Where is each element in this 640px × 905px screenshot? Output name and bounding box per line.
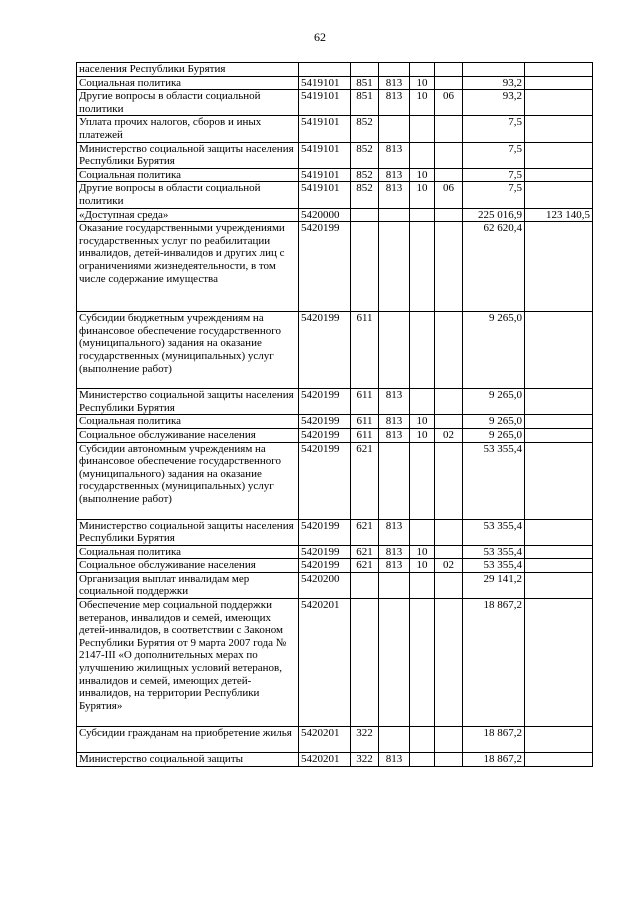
table-row xyxy=(77,222,593,312)
expense-type-cell: 621 xyxy=(351,559,379,573)
expense-type-cell: 851 xyxy=(351,90,379,116)
subsection-cell xyxy=(435,572,463,598)
table-row xyxy=(77,142,593,168)
target-code-cell: 5420201 xyxy=(299,727,351,753)
ministry-code-cell: 813 xyxy=(379,76,410,90)
section-cell xyxy=(410,208,435,222)
amount-cell: 53 355,4 xyxy=(463,545,525,559)
budget-table-body xyxy=(77,63,593,767)
item-name-cell: Социальная политика xyxy=(77,415,299,429)
subsection-cell xyxy=(435,727,463,753)
section-cell xyxy=(410,442,435,519)
amount-second-cell xyxy=(525,519,593,545)
section-cell: 10 xyxy=(410,559,435,573)
item-name-cell: Субсидии гражданам на приобретение жилья xyxy=(77,727,299,753)
amount-cell: 93,2 xyxy=(463,76,525,90)
expense-type-cell: 852 xyxy=(351,142,379,168)
amount-second-cell xyxy=(525,312,593,389)
expense-type-cell: 611 xyxy=(351,415,379,429)
amount-cell: 9 265,0 xyxy=(463,389,525,415)
table-row xyxy=(77,312,593,389)
subsection-cell: 06 xyxy=(435,90,463,116)
amount-second-cell xyxy=(525,142,593,168)
section-cell xyxy=(410,142,435,168)
amount-cell: 18 867,2 xyxy=(463,727,525,753)
subsection-cell xyxy=(435,599,463,727)
subsection-cell xyxy=(435,415,463,429)
expense-type-cell: 852 xyxy=(351,168,379,182)
item-name-cell: Субсидии автономным учреждениям на финансовое обеспечение государственного (муниципального) задания на оказание государственных (муниципальных) услуг (выполнение работ) xyxy=(77,442,299,519)
section-cell: 10 xyxy=(410,90,435,116)
table-row xyxy=(77,116,593,142)
amount-cell: 18 867,2 xyxy=(463,599,525,727)
amount-cell: 53 355,4 xyxy=(463,442,525,519)
expense-type-cell xyxy=(351,572,379,598)
table-row xyxy=(77,63,593,77)
item-name-cell: Организация выплат инвалидам мер социальной поддержки xyxy=(77,572,299,598)
ministry-code-cell xyxy=(379,312,410,389)
amount-cell: 9 265,0 xyxy=(463,415,525,429)
amount-second-cell xyxy=(525,182,593,208)
amount-second-cell xyxy=(525,222,593,312)
target-code-cell: 5419101 xyxy=(299,168,351,182)
ministry-code-cell: 813 xyxy=(379,519,410,545)
target-code-cell: 5419101 xyxy=(299,76,351,90)
target-code-cell xyxy=(299,63,351,77)
table-row xyxy=(77,76,593,90)
subsection-cell: 02 xyxy=(435,559,463,573)
target-code-cell: 5420199 xyxy=(299,428,351,442)
table-row xyxy=(77,90,593,116)
target-code-cell: 5420200 xyxy=(299,572,351,598)
amount-second-cell xyxy=(525,415,593,429)
item-name-cell: «Доступная среда» xyxy=(77,208,299,222)
expense-type-cell: 621 xyxy=(351,545,379,559)
target-code-cell: 5420199 xyxy=(299,442,351,519)
expense-type-cell: 322 xyxy=(351,753,379,767)
table-row xyxy=(77,572,593,598)
amount-second-cell xyxy=(525,727,593,753)
amount-cell: 9 265,0 xyxy=(463,312,525,389)
amount-cell: 53 355,4 xyxy=(463,519,525,545)
table-row xyxy=(77,727,593,753)
amount-second-cell xyxy=(525,599,593,727)
subsection-cell xyxy=(435,208,463,222)
expense-type-cell: 611 xyxy=(351,312,379,389)
ministry-code-cell: 813 xyxy=(379,545,410,559)
expense-type-cell xyxy=(351,63,379,77)
item-name-cell: Министерство социальной защиты населения Республики Бурятия xyxy=(77,519,299,545)
expense-type-cell: 611 xyxy=(351,389,379,415)
expense-type-cell: 611 xyxy=(351,428,379,442)
table-row xyxy=(77,168,593,182)
expense-type-cell xyxy=(351,599,379,727)
expense-type-cell xyxy=(351,222,379,312)
amount-second-cell xyxy=(525,389,593,415)
target-code-cell: 5419101 xyxy=(299,142,351,168)
section-cell: 10 xyxy=(410,415,435,429)
item-name-cell: Обеспечение мер социальной поддержки ветеранов, инвалидов и семей, имеющих детей-инвалидов, в соответствии с Законом Республики Бурятия от 9 марта 2007 года № 2147-III «О дополнительных мерах по улучшению жилищных условий ветеранов, инвалидов и семей, имеющих детей-инвалидов, на территории Республики Бурятия» xyxy=(77,599,299,727)
subsection-cell xyxy=(435,168,463,182)
target-code-cell: 5419101 xyxy=(299,182,351,208)
table-row xyxy=(77,599,593,727)
item-name-cell: населения Республики Бурятия xyxy=(77,63,299,77)
ministry-code-cell xyxy=(379,442,410,519)
table-row xyxy=(77,559,593,573)
subsection-cell: 02 xyxy=(435,428,463,442)
ministry-code-cell xyxy=(379,208,410,222)
section-cell xyxy=(410,63,435,77)
subsection-cell xyxy=(435,753,463,767)
subsection-cell xyxy=(435,519,463,545)
expense-type-cell: 852 xyxy=(351,116,379,142)
target-code-cell: 5420199 xyxy=(299,415,351,429)
subsection-cell xyxy=(435,116,463,142)
section-cell xyxy=(410,222,435,312)
target-code-cell: 5420199 xyxy=(299,519,351,545)
amount-cell: 93,2 xyxy=(463,90,525,116)
section-cell: 10 xyxy=(410,168,435,182)
ministry-code-cell xyxy=(379,222,410,312)
amount-second-cell xyxy=(525,168,593,182)
section-cell xyxy=(410,519,435,545)
target-code-cell: 5419101 xyxy=(299,116,351,142)
amount-second-cell xyxy=(525,753,593,767)
subsection-cell xyxy=(435,545,463,559)
subsection-cell xyxy=(435,312,463,389)
ministry-code-cell: 813 xyxy=(379,428,410,442)
ministry-code-cell xyxy=(379,63,410,77)
ministry-code-cell xyxy=(379,572,410,598)
item-name-cell: Другие вопросы в области социальной политики xyxy=(77,182,299,208)
subsection-cell xyxy=(435,222,463,312)
amount-second-cell xyxy=(525,572,593,598)
item-name-cell: Социальное обслуживание населения xyxy=(77,559,299,573)
ministry-code-cell xyxy=(379,599,410,727)
amount-second-cell xyxy=(525,63,593,77)
section-cell xyxy=(410,727,435,753)
subsection-cell xyxy=(435,389,463,415)
ministry-code-cell xyxy=(379,116,410,142)
table-row xyxy=(77,389,593,415)
section-cell: 10 xyxy=(410,182,435,208)
expense-type-cell xyxy=(351,208,379,222)
amount-second-cell xyxy=(525,76,593,90)
target-code-cell: 5419101 xyxy=(299,90,351,116)
table-row xyxy=(77,208,593,222)
amount-cell: 225 016,9 xyxy=(463,208,525,222)
table-row xyxy=(77,753,593,767)
item-name-cell: Министерство социальной защиты населения Республики Бурятия xyxy=(77,142,299,168)
ministry-code-cell: 813 xyxy=(379,182,410,208)
item-name-cell: Социальная политика xyxy=(77,76,299,90)
amount-cell xyxy=(463,63,525,77)
amount-cell: 7,5 xyxy=(463,142,525,168)
target-code-cell: 5420199 xyxy=(299,222,351,312)
ministry-code-cell: 813 xyxy=(379,559,410,573)
target-code-cell: 5420199 xyxy=(299,389,351,415)
target-code-cell: 5420000 xyxy=(299,208,351,222)
item-name-cell: Уплата прочих налогов, сборов и иных платежей xyxy=(77,116,299,142)
subsection-cell xyxy=(435,142,463,168)
section-cell xyxy=(410,599,435,727)
section-cell: 10 xyxy=(410,428,435,442)
table-row xyxy=(77,182,593,208)
subsection-cell xyxy=(435,76,463,90)
expense-type-cell: 851 xyxy=(351,76,379,90)
item-name-cell: Социальное обслуживание населения xyxy=(77,428,299,442)
table-row xyxy=(77,428,593,442)
expense-type-cell: 621 xyxy=(351,442,379,519)
amount-second-cell xyxy=(525,90,593,116)
ministry-code-cell: 813 xyxy=(379,168,410,182)
amount-cell: 29 141,2 xyxy=(463,572,525,598)
section-cell xyxy=(410,312,435,389)
item-name-cell: Другие вопросы в области социальной политики xyxy=(77,90,299,116)
expense-type-cell: 621 xyxy=(351,519,379,545)
section-cell xyxy=(410,116,435,142)
page-number: 62 xyxy=(314,30,326,44)
amount-second-cell xyxy=(525,428,593,442)
ministry-code-cell xyxy=(379,727,410,753)
amount-cell: 62 620,4 xyxy=(463,222,525,312)
target-code-cell: 5420199 xyxy=(299,559,351,573)
amount-second-cell xyxy=(525,559,593,573)
item-name-cell: Министерство социальной защиты населения Республики Бурятия xyxy=(77,389,299,415)
ministry-code-cell: 813 xyxy=(379,389,410,415)
amount-cell: 53 355,4 xyxy=(463,559,525,573)
target-code-cell: 5420201 xyxy=(299,599,351,727)
table-row xyxy=(77,442,593,519)
table-row xyxy=(77,545,593,559)
subsection-cell: 06 xyxy=(435,182,463,208)
ministry-code-cell: 813 xyxy=(379,415,410,429)
budget-table xyxy=(76,62,593,767)
amount-cell: 18 867,2 xyxy=(463,753,525,767)
target-code-cell: 5420199 xyxy=(299,312,351,389)
section-cell: 10 xyxy=(410,76,435,90)
expense-type-cell: 322 xyxy=(351,727,379,753)
amount-second-cell xyxy=(525,545,593,559)
section-cell xyxy=(410,572,435,598)
target-code-cell: 5420201 xyxy=(299,753,351,767)
table-row xyxy=(77,415,593,429)
item-name-cell: Социальная политика xyxy=(77,545,299,559)
amount-second-cell xyxy=(525,116,593,142)
item-name-cell: Оказание государственными учреждениями государственных услуг по реабилитации инвалидов, детей-инвалидов и других лиц с ограничениями жизнедеятельности, в том числе содержание имущества xyxy=(77,222,299,312)
section-cell: 10 xyxy=(410,545,435,559)
subsection-cell xyxy=(435,442,463,519)
ministry-code-cell: 813 xyxy=(379,90,410,116)
target-code-cell: 5420199 xyxy=(299,545,351,559)
amount-cell: 9 265,0 xyxy=(463,428,525,442)
amount-second-cell xyxy=(525,442,593,519)
item-name-cell: Субсидии бюджетным учреждениям на финансовое обеспечение государственного (муниципального) задания на оказание государственных (муниципальных) услуг (выполнение работ) xyxy=(77,312,299,389)
expense-type-cell: 852 xyxy=(351,182,379,208)
section-cell xyxy=(410,753,435,767)
item-name-cell: Социальная политика xyxy=(77,168,299,182)
section-cell xyxy=(410,389,435,415)
item-name-cell: Министерство социальной защиты xyxy=(77,753,299,767)
amount-cell: 7,5 xyxy=(463,182,525,208)
amount-second-cell: 123 140,5 xyxy=(525,208,593,222)
ministry-code-cell: 813 xyxy=(379,142,410,168)
amount-cell: 7,5 xyxy=(463,168,525,182)
table-row xyxy=(77,519,593,545)
subsection-cell xyxy=(435,63,463,77)
ministry-code-cell: 813 xyxy=(379,753,410,767)
amount-cell: 7,5 xyxy=(463,116,525,142)
